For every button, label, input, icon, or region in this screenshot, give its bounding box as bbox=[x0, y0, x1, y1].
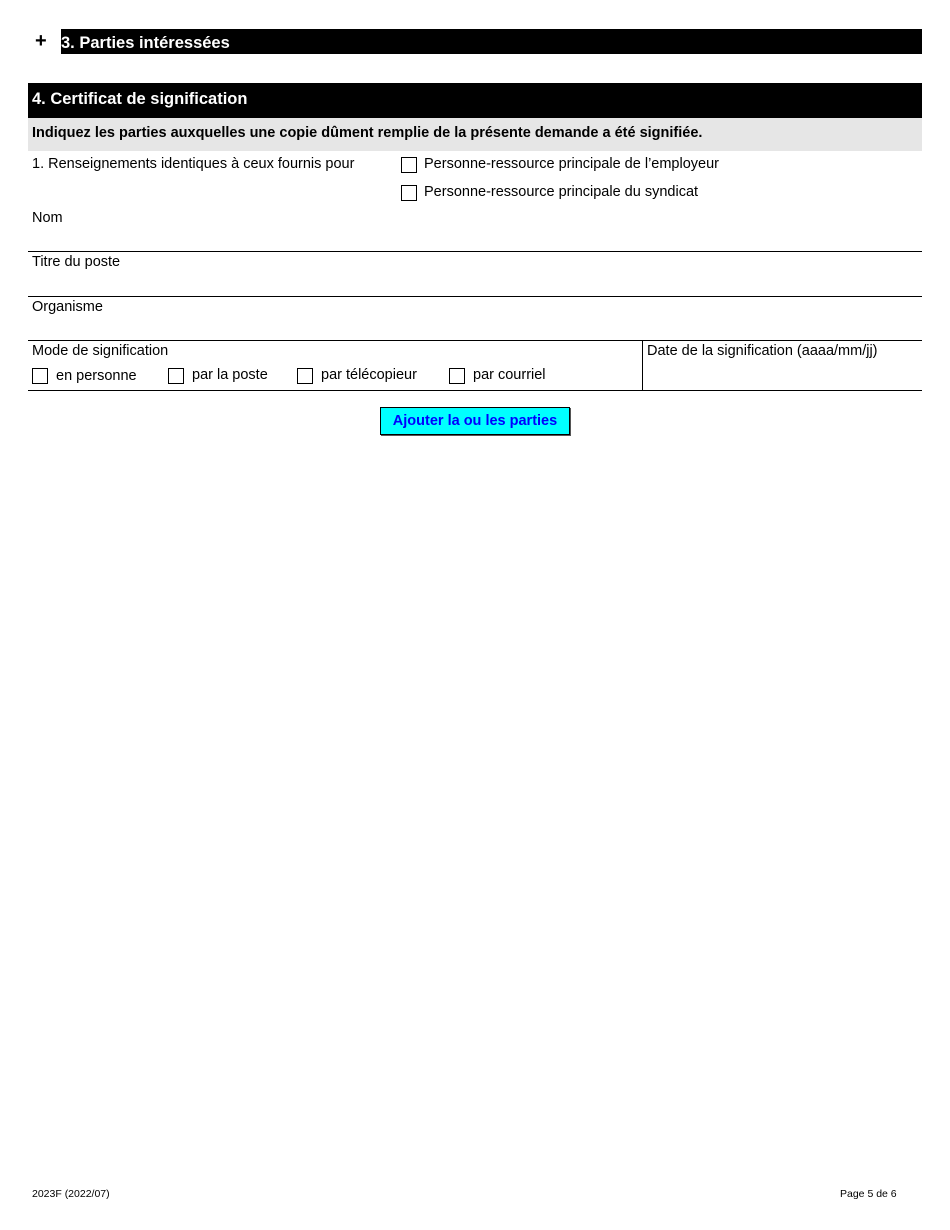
name-divider bbox=[28, 251, 922, 252]
service-date-divider bbox=[642, 340, 643, 390]
job-title-label: Titre du poste bbox=[32, 254, 121, 270]
service-mode-email-label: par courriel bbox=[473, 367, 546, 383]
service-mode-email-checkbox[interactable] bbox=[449, 368, 465, 384]
organization-input[interactable] bbox=[32, 318, 916, 340]
page-number: Page 5 de 6 bbox=[840, 1188, 897, 1200]
add-parties-button[interactable]: Ajouter la ou les parties bbox=[380, 407, 570, 435]
service-mode-fax-label: par télécopieur bbox=[321, 367, 417, 383]
form-code: 2023F (2022/07) bbox=[32, 1188, 110, 1200]
expand-section-3-icon[interactable]: + bbox=[35, 30, 47, 52]
job-title-input[interactable] bbox=[32, 273, 916, 295]
service-mode-in-person-label: en personne bbox=[56, 368, 137, 384]
employer-contact-checkbox[interactable] bbox=[401, 157, 417, 173]
service-mode-mail-checkbox[interactable] bbox=[168, 368, 184, 384]
same-info-label: 1. Renseignements identiques à ceux fournis pour bbox=[32, 156, 355, 172]
service-date-input[interactable] bbox=[647, 364, 921, 388]
job-title-divider bbox=[28, 296, 922, 297]
service-mode-fax-checkbox[interactable] bbox=[297, 368, 313, 384]
employer-contact-label: Personne-ressource principale de l’employeur bbox=[424, 156, 719, 172]
section-3-header[interactable]: 3. Parties intéressées bbox=[61, 29, 922, 54]
service-mode-label: Mode de signification bbox=[32, 343, 169, 359]
name-label: Nom bbox=[32, 210, 63, 226]
service-mode-in-person-checkbox[interactable] bbox=[32, 368, 48, 384]
organization-divider bbox=[28, 340, 922, 341]
organization-label: Organisme bbox=[32, 299, 103, 315]
section-4-header: 4. Certificat de signification bbox=[28, 83, 922, 118]
union-contact-checkbox[interactable] bbox=[401, 185, 417, 201]
union-contact-label: Personne-ressource principale du syndicat bbox=[424, 184, 699, 200]
name-input[interactable] bbox=[32, 228, 916, 250]
section-4-instruction: Indiquez les parties auxquelles une copie dûment remplie de la présente demande a été signifiée. bbox=[28, 118, 922, 151]
service-date-label: Date de la signification (aaaa/mm/jj) bbox=[647, 343, 878, 359]
service-row-bottom-border bbox=[28, 390, 922, 391]
service-mode-mail-label: par la poste bbox=[192, 367, 268, 383]
